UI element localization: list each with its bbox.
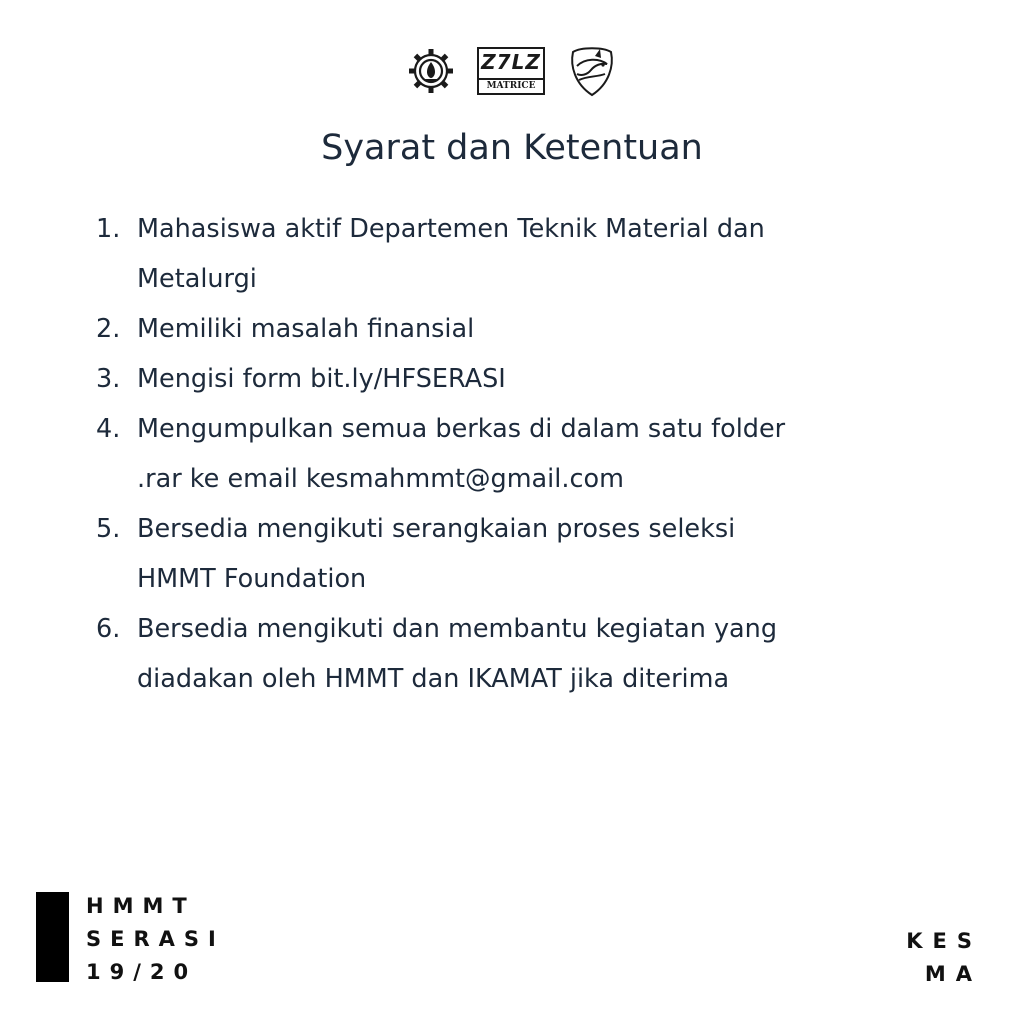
term-text (137, 504, 916, 604)
term-number: 1. (96, 214, 121, 244)
gear-emblem-icon (407, 47, 455, 95)
list-item (96, 304, 916, 354)
term-text (137, 404, 916, 504)
term-line: Mengisi form bit.ly/HFSERASI (137, 364, 506, 394)
term-number: 4. (96, 414, 121, 444)
dolphin-shield-icon (567, 44, 617, 98)
its-gear-logo (407, 47, 455, 95)
term-number: 2. (96, 314, 121, 344)
dolphin-shield-logo (567, 44, 617, 98)
term-line: diadakan oleh HMMT dan IKAMAT jika diterima (137, 664, 730, 694)
footer-brand-line: SERASI (86, 927, 225, 951)
list-item (96, 504, 916, 604)
term-line: Bersedia mengikuti serangkaian proses seleksi (137, 514, 736, 544)
list-item (96, 604, 916, 704)
term-line: .rar ke email kesmahmmt@gmail.com (137, 464, 624, 494)
term-line: Mahasiswa aktif Departemen Teknik Material dan (137, 214, 765, 244)
footer-brand-line: 19/20 (86, 960, 198, 984)
matrice-logo-mark: Z7LZ (481, 50, 541, 74)
footer-brand (86, 890, 225, 989)
footer-department-line: KES (906, 929, 982, 953)
list-item (96, 204, 916, 304)
term-text (137, 204, 916, 304)
term-text (137, 304, 916, 354)
term-text (137, 604, 916, 704)
matrice-logo-word: MATRICE (479, 78, 543, 93)
matrice-logo (477, 47, 545, 95)
term-line: Metalurgi (137, 264, 257, 294)
terms-list (96, 204, 916, 704)
logo-row (0, 44, 1024, 98)
page-title: Syarat dan Ketentuan (321, 128, 703, 168)
footer-brand-line: HMMT (86, 894, 196, 918)
footer-department-line: MA (924, 962, 982, 986)
term-number: 3. (96, 364, 121, 394)
term-line: HMMT Foundation (137, 564, 367, 594)
list-item (96, 404, 916, 504)
term-line: Memiliki masalah finansial (137, 314, 475, 344)
term-text (137, 354, 916, 404)
footer-accent-bar (36, 892, 69, 982)
list-item (96, 354, 916, 404)
term-line: Bersedia mengikuti dan membantu kegiatan yang (137, 614, 778, 644)
footer-department (906, 925, 982, 991)
term-line: Mengumpulkan semua berkas di dalam satu folder (137, 414, 786, 444)
term-number: 5. (96, 514, 121, 544)
term-number: 6. (96, 614, 121, 644)
